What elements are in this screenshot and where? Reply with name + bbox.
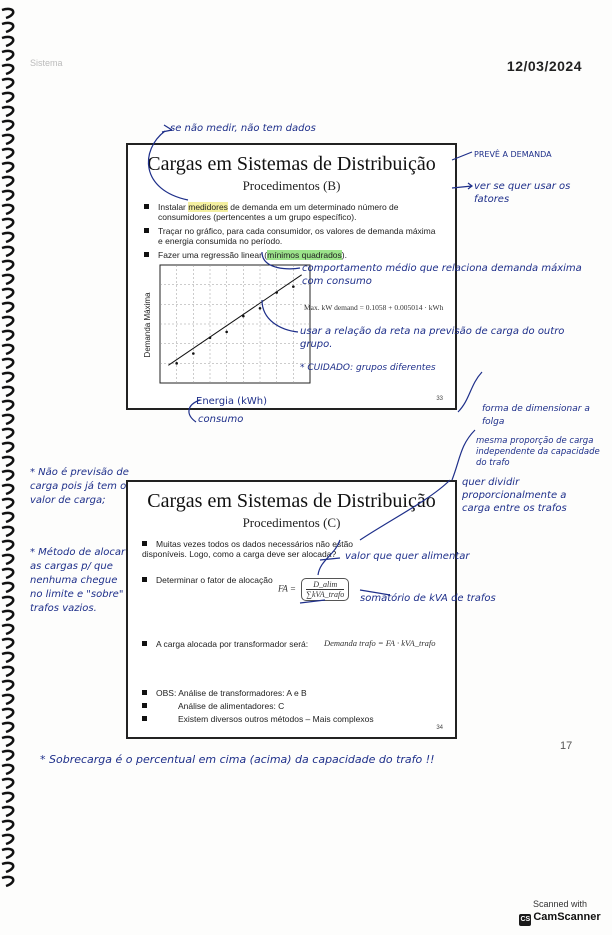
spiral-loop xyxy=(2,611,13,620)
spiral-loop xyxy=(2,527,13,536)
data-point xyxy=(192,352,195,355)
spiral-loop xyxy=(2,555,13,564)
slide1-number: 33 xyxy=(436,396,443,402)
spiral-loop xyxy=(2,317,13,326)
regression-formula: Max. kW demand = 0.1058 + 0.005014 · kWh xyxy=(304,303,444,312)
spiral-loop xyxy=(2,205,13,214)
spiral-loop xyxy=(2,485,13,494)
spiral-loop xyxy=(2,401,13,410)
spiral-loop xyxy=(2,513,13,522)
spiral-loop xyxy=(2,79,13,88)
spiral-loop xyxy=(2,807,13,816)
data-point xyxy=(275,291,278,294)
spiral-loop xyxy=(2,345,13,354)
spiral-loop xyxy=(2,541,13,550)
spiral-loop xyxy=(2,219,13,228)
data-point xyxy=(292,285,295,288)
spiral-loop xyxy=(2,191,13,200)
faint-header: Sistema xyxy=(30,58,63,68)
slide1-bullet-3: Fazer uma regressão linear (mínimos quadrados). xyxy=(142,250,441,260)
slide2-bullet-1: Muitas vezes todos os dados necessários não estão disponíveis. Logo, como a carga deve ser alocada? xyxy=(142,539,354,559)
spiral-loop xyxy=(2,681,13,690)
data-point xyxy=(242,315,245,318)
note-cuidado: * CUIDADO: grupos diferentes xyxy=(300,363,436,373)
highlight-medidores: medidores xyxy=(188,202,228,212)
fa-formula: FA = $\frac{D\_alim}{\text{∑kVA\_trafo}}$ xyxy=(278,578,349,601)
slide-procedimentos-c xyxy=(126,480,457,739)
slide2-title: Cargas em Sistemas de Distribuição xyxy=(147,490,436,512)
camscanner-brand: CS CamScanner xyxy=(516,911,604,926)
data-point xyxy=(175,362,178,365)
spiral-loop xyxy=(2,177,13,186)
spiral-loop xyxy=(2,247,13,256)
spiral-loop xyxy=(2,233,13,242)
note-valor-alimentar: valor que quer alimentar xyxy=(345,551,470,562)
spiral-loop xyxy=(2,443,13,452)
spiral-loop xyxy=(2,303,13,312)
slide1-subtitle: Procedimentos (B) xyxy=(242,178,341,193)
slide2-obs-1: OBS: Análise de transformadores: A e B xyxy=(142,688,307,698)
note-consumo: consumo xyxy=(198,414,244,425)
spiral-loop xyxy=(2,471,13,480)
slide1-bullets xyxy=(128,202,455,260)
spiral-loop xyxy=(2,877,13,886)
note-somatorio: somatório de kVA de trafos xyxy=(360,593,496,604)
data-point xyxy=(209,336,212,339)
spiral-loop xyxy=(2,499,13,508)
spiral-loop xyxy=(2,457,13,466)
demanda-formula: Demanda trafo = FA · kVA_trafo xyxy=(324,638,436,648)
slide2-obs-2: Análise de alimentadores: C xyxy=(142,701,284,711)
slide1-bullet-2: Traçar no gráfico, para cada consumidor, os valores de demanda máxima e energia consumida no período. xyxy=(142,226,441,246)
spiral-loop xyxy=(2,373,13,382)
spiral-loop xyxy=(2,289,13,298)
spiral-loop xyxy=(2,9,13,18)
data-point xyxy=(225,331,228,334)
spiral-loop xyxy=(2,331,13,340)
spiral-loop xyxy=(2,695,13,704)
note-forma-dimensionar: forma de dimensionar a folga xyxy=(482,404,590,427)
spiral-loop xyxy=(2,149,13,158)
spiral-loop xyxy=(2,793,13,802)
spiral-loop xyxy=(2,37,13,46)
spiral-loop xyxy=(2,751,13,760)
page-number: 17 xyxy=(560,740,573,752)
note-nao-previsao: * Não é previsão de carga pois já tem o valor de carga; xyxy=(30,467,129,506)
fa-denominator: ∑kVA_trafo xyxy=(306,590,345,599)
spiral-loop xyxy=(2,625,13,634)
data-point xyxy=(259,307,262,310)
spiral-loop xyxy=(2,569,13,578)
spiral-loop xyxy=(2,653,13,662)
spiral-loop xyxy=(2,121,13,130)
note-usar-relacao: usar a relação da reta na previsão de carga do outro grupo. xyxy=(300,326,565,350)
note-mesma-proporcao: mesma proporção de carga independente da capacidade do trafo xyxy=(476,436,600,468)
spiral-loop xyxy=(2,429,13,438)
slide1-bullet-1: Instalar medidores de demanda em um determinado número de consumidores (pertencentes a um grupo específico). xyxy=(142,202,441,222)
spiral-loop xyxy=(2,275,13,284)
spiral-loop xyxy=(2,723,13,732)
spiral-binding xyxy=(0,0,22,890)
note-top: se não medir, não tem dados xyxy=(170,123,316,134)
spiral-loop xyxy=(2,639,13,648)
spiral-loop xyxy=(2,779,13,788)
note-ver-fatores: ver se quer usar os fatores xyxy=(474,181,571,205)
note-sobrecarga: * Sobrecarga é o percentual em cima (acima) da capacidade do trafo !! xyxy=(40,753,435,766)
spiral-loop xyxy=(2,821,13,830)
y-axis-label: Demanda Máxima xyxy=(143,292,152,358)
spiral-loop xyxy=(2,765,13,774)
highlight-minimos-quadrados: mínimos quadrados xyxy=(267,250,342,260)
spiral-loop xyxy=(2,359,13,368)
spiral-loop xyxy=(2,261,13,270)
spiral-loop xyxy=(2,23,13,32)
spiral-loop xyxy=(2,415,13,424)
spiral-loop xyxy=(2,835,13,844)
scanned-with-label: Scanned with xyxy=(532,899,588,909)
slide2-number: 34 xyxy=(436,725,443,731)
spiral-loop xyxy=(2,863,13,872)
note-preve-demanda: PREVÊ A DEMANDA xyxy=(474,150,552,159)
spiral-loop xyxy=(2,387,13,396)
spiral-loop xyxy=(2,667,13,676)
spiral-loop xyxy=(2,163,13,172)
fa-numerator: D_alim xyxy=(306,580,344,590)
x-axis-label: Energia (kWh) xyxy=(196,396,267,407)
slide2-obs-3: Existem diversos outros métodos – Mais complexos xyxy=(142,714,374,724)
spiral-loop xyxy=(2,849,13,858)
note-metodo-alocar: * Método de alocar as cargas p/ que nenhuma chegue no limite e "sobre" trafos vazios. xyxy=(30,547,126,614)
spiral-loop xyxy=(2,65,13,74)
spiral-loop xyxy=(2,737,13,746)
spiral-loop xyxy=(2,51,13,60)
spiral-loop xyxy=(2,583,13,592)
note-quer-dividir: quer dividir proporcionalmente a carga entre os trafos xyxy=(462,477,567,514)
spiral-loop xyxy=(2,709,13,718)
slide2-subtitle: Procedimentos (C) xyxy=(242,515,341,530)
camscanner-logo-icon: CS xyxy=(519,914,531,926)
slide2-bullet-2: Determinar o fator de alocação xyxy=(142,575,273,585)
slide1-title: Cargas em Sistemas de Distribuição xyxy=(147,153,436,175)
spiral-loop xyxy=(2,135,13,144)
spiral-loop xyxy=(2,597,13,606)
spiral-loop xyxy=(2,93,13,102)
slide2-bullet-3: A carga alocada por transformador será: xyxy=(142,639,308,649)
spiral-loop xyxy=(2,107,13,116)
camscanner-badge xyxy=(516,899,604,931)
note-comportamento: comportamento médio que relaciona demanda máxima com consumo xyxy=(302,263,582,287)
date-label: 12/03/2024 xyxy=(506,58,582,74)
